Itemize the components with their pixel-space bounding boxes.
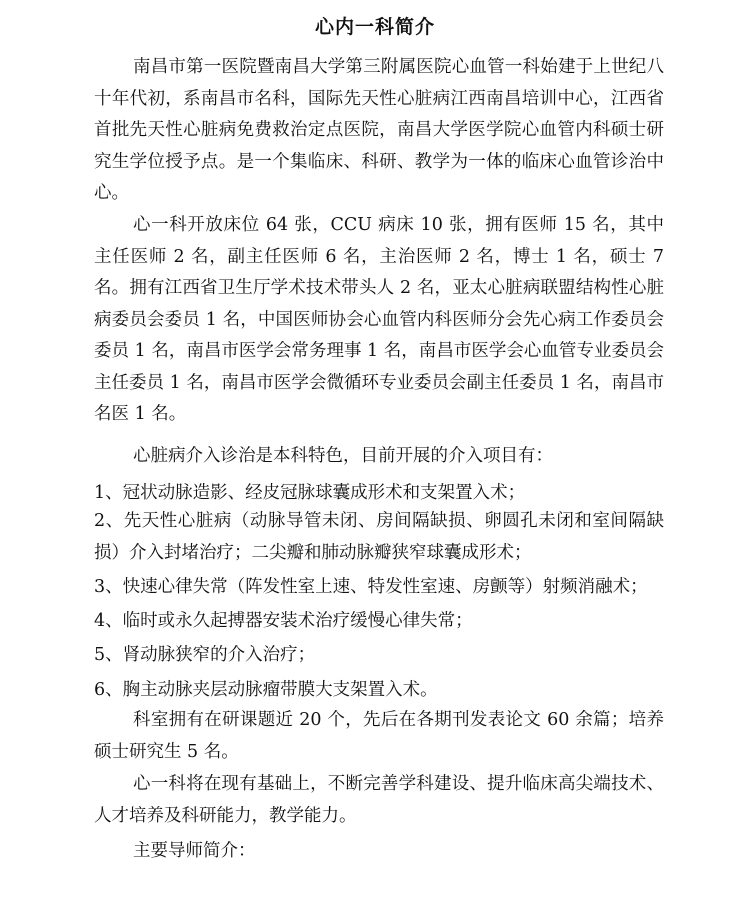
list-item: 6、胸主动脉夹层动脉瘤带膜大支架置入术。 [94, 680, 438, 700]
intervention-intro-paragraph: 心脏病介入诊治是本科特色，目前开展的介入项目有： [133, 446, 553, 466]
research-paragraph: 科室拥有在研课题近 20 个，先后在各期刊发表论文 60 余篇；培养硕士研究生 5 名。 [94, 710, 664, 762]
list-item: 5、肾动脉狭窄的介入治疗； [94, 645, 316, 665]
outlook-paragraph: 心一科将在现有基础上，不断完善学科建设、提升临床高尖端技术、人才培养及科研能力，教学能力。 [94, 774, 664, 826]
list-item: 4、临时或永久起搏器安装术治疗缓慢心律失常； [94, 611, 473, 631]
list-item: 3、快速心律失常（阵发性室上速、特发性室速、房颤等）射频消融术； [94, 577, 648, 597]
staff-paragraph: 心一科开放床位 64 张，CCU 病床 10 张，拥有医师 15 名，其中主任医师 2 名，副主任医师 6 名，主治医师 2 名，博士 1 名，硕士 7 名。拥有江西省卫生厅学术技术带头人 2 名，亚太心脏病联盟结构性心脏病委员会委员 1 名，中国医师协会心血管内科医师分会先心病工作委员会委员 1 名，南昌市医学会常务理事 1 名，南昌市医学会心血管专业委员会主任委员 1 名，南昌市医学会微循环专业委员会副主任委员 1 名，南昌市名医 1 名。 [94, 215, 664, 424]
list-item: 1、冠状动脉造影、经皮冠脉球囊成形术和支架置入术； [94, 483, 526, 503]
document-title: 心内一科简介 [314, 16, 435, 38]
mentors-heading: 主要导师简介： [133, 841, 256, 861]
intro-paragraph: 南昌市第一医院暨南昌大学第三附属医院心血管一科始建于上世纪八十年代初，系南昌市名科，国际先天性心脏病江西南昌培训中心，江西省首批先天性心脏病免费救治定点医院，南昌大学医学院心血管内科硕士研究生学位授予点。是一个集临床、科研、教学为一体的临床心血管诊治中心。 [94, 57, 664, 203]
list-item: 2、先天性心脏病（动脉导管未闭、房间隔缺损、卵圆孔未闭和室间隔缺损）介入封堵治疗；二尖瓣和肺动脉瓣狭窄球囊成形术； [94, 511, 664, 563]
